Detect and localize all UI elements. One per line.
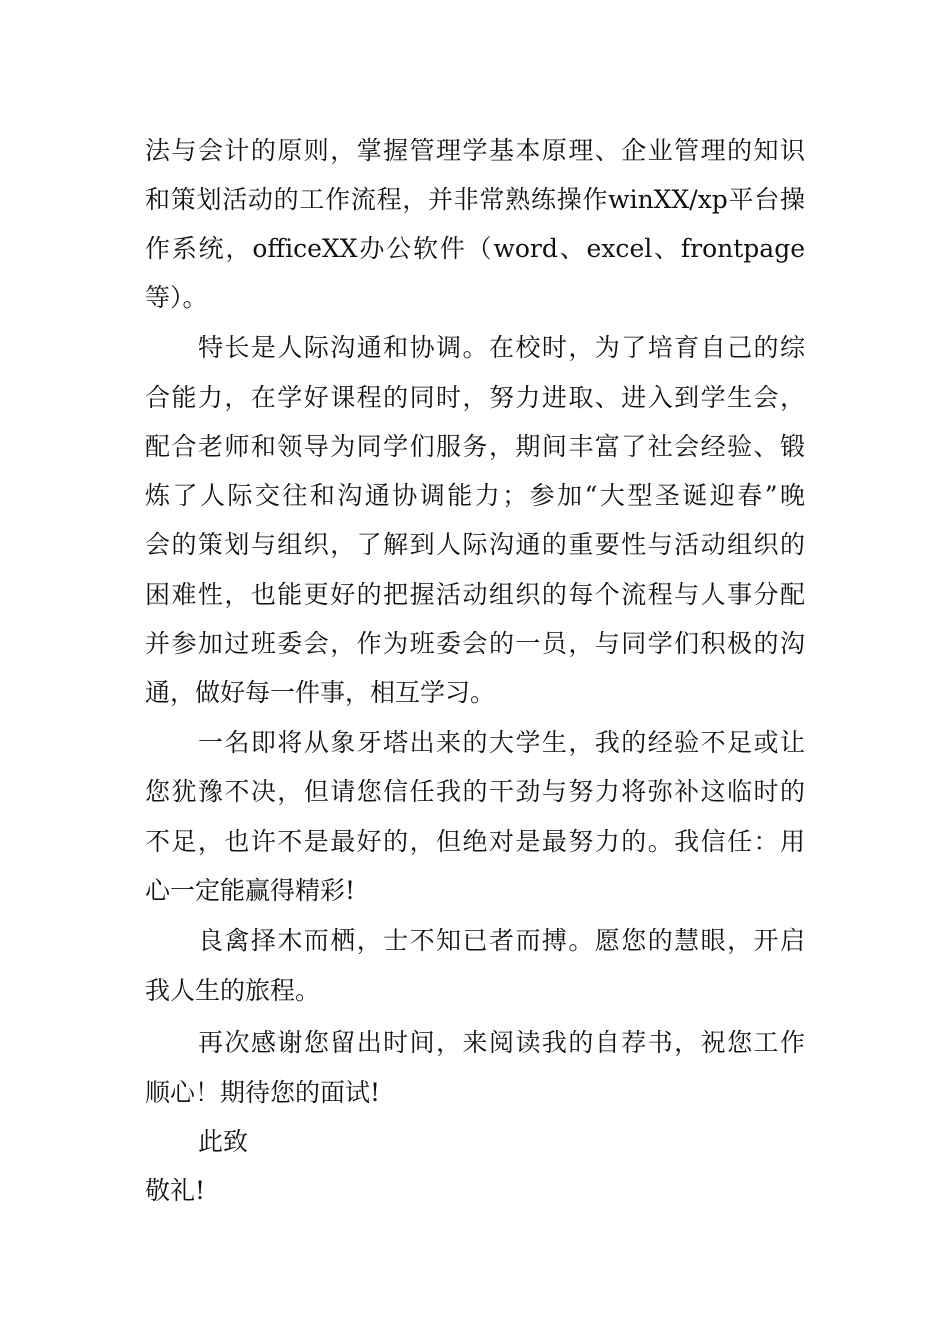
text-line: 炼了人际交往和沟通协调能力；参加“大型圣诞迎春”晚 bbox=[145, 481, 805, 510]
paragraph-first-line: 一名即将从象牙塔出来的大学生，我的经验不足或让 bbox=[198, 728, 805, 757]
text-line: 合能力，在学好课程的同时，努力进取、进入到学生会， bbox=[145, 383, 805, 412]
paragraph-first-line: 特长是人际沟通和协调。在校时，为了培育自己的综 bbox=[198, 333, 805, 362]
text-line: 作系统，officeXX办公软件（word、excel、frontpage bbox=[145, 234, 805, 263]
text-line: 您犹豫不决，但请您信任我的干劲与努力将弥补这临时的 bbox=[145, 777, 805, 806]
text-line: 不足，也许不是最好的，但绝对是最努力的。我信任：用 bbox=[145, 827, 805, 856]
text-line: 心一定能赢得精彩! bbox=[145, 876, 356, 905]
text-line: 顺心！期待您的面试! bbox=[145, 1078, 381, 1107]
text-line: 和策划活动的工作流程，并非常熟练操作winXX/xp平台操 bbox=[145, 185, 805, 214]
text-line: 配合老师和领导为同学们服务，期间丰富了社会经验、锻 bbox=[145, 432, 805, 461]
text-line: 法与会计的原则，掌握管理学基本原理、企业管理的知识 bbox=[145, 136, 805, 165]
text-line: 会的策划与组织，了解到人际沟通的重要性与活动组织的 bbox=[145, 530, 805, 559]
salutation-line: 敬礼! bbox=[145, 1176, 206, 1205]
paragraph-first-line: 再次感谢您留出时间，来阅读我的自荐书，祝您工作 bbox=[198, 1028, 805, 1057]
text-line: 我人生的旅程。 bbox=[145, 976, 321, 1005]
paragraph-first-line: 良禽择木而栖，士不知已者而搏。愿您的慧眼，开启 bbox=[198, 926, 805, 955]
text-line: 通，做好每一件事，相互学习。 bbox=[145, 678, 496, 707]
closing-line: 此致 bbox=[198, 1127, 249, 1156]
text-line: 并参加过班委会，作为班委会的一员，与同学们积极的沟 bbox=[145, 629, 805, 658]
text-line: 困难性，也能更好的把握活动组织的每个流程与人事分配 bbox=[145, 580, 805, 609]
text-line: 等）。 bbox=[145, 283, 208, 312]
